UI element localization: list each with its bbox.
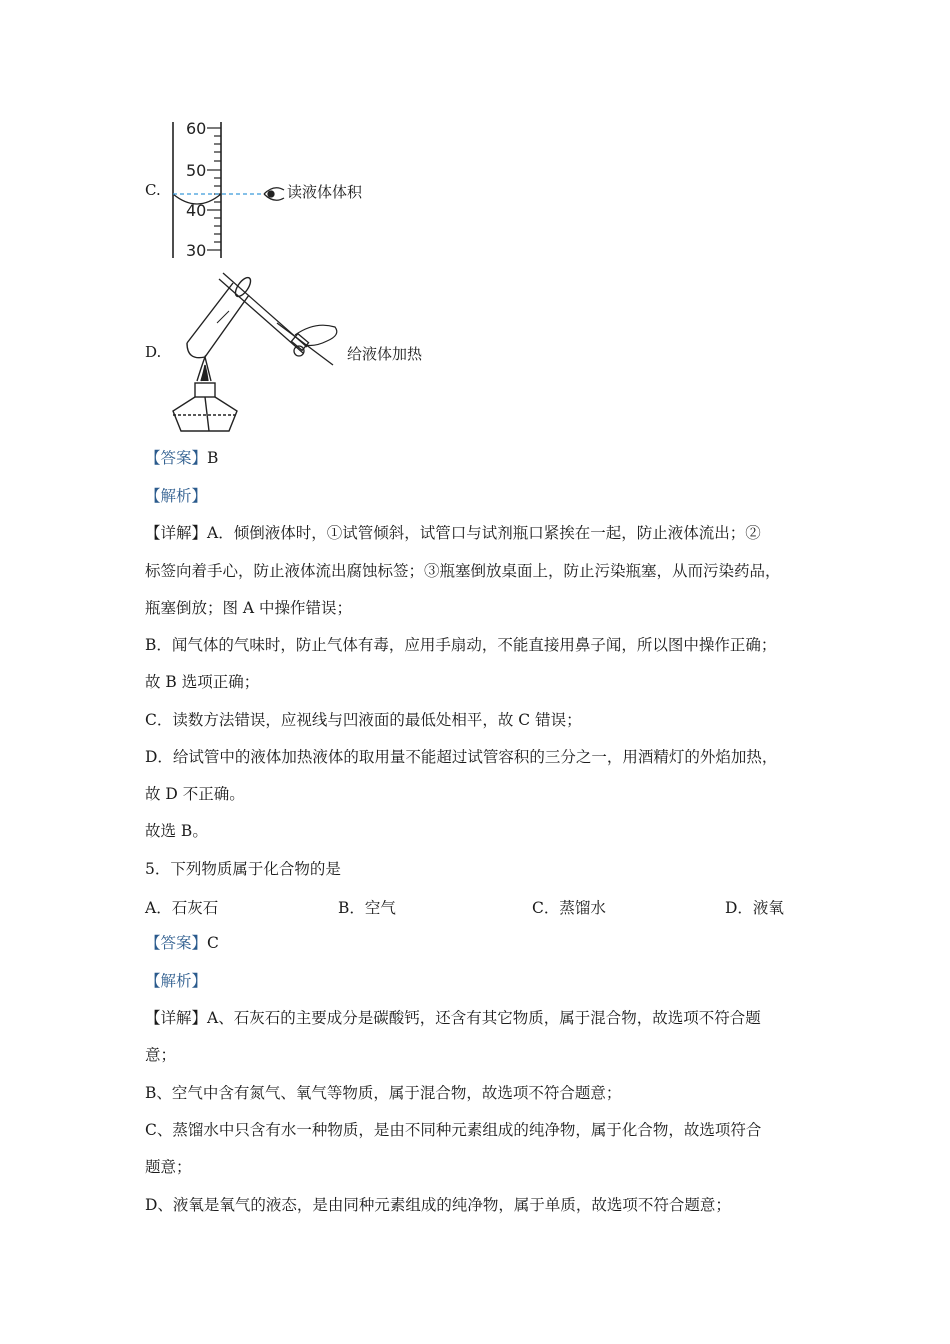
q4-answer-line: [145, 448, 810, 468]
q5-detail-a1: [145, 1008, 810, 1028]
q5-detail-tag: 【详解】: [145, 1009, 208, 1027]
q4-detail-tag: 【详解】: [145, 524, 208, 542]
tick-label-30: 30: [186, 241, 207, 260]
option-d-letter: D.: [145, 343, 162, 361]
q5-option-d: D．液氧: [725, 899, 784, 917]
alcohol-lamp: [173, 357, 237, 431]
q5-analysis-tag: 【解析】: [145, 972, 208, 990]
q5-detail-a2: 意；: [145, 1046, 177, 1064]
heating-test-tube-figure: [165, 265, 350, 437]
q5-stem: 5．下列物质属于化合物的是: [145, 860, 341, 878]
option-c-letter: C.: [145, 181, 161, 199]
q4-answer-value: B: [207, 449, 219, 467]
tick-label-60: 60: [186, 119, 207, 138]
q5-option-b: B．空气: [338, 899, 396, 917]
q4-line-b2: 故 B 选项正确；: [145, 673, 260, 691]
q5-line-c2: 题意；: [145, 1158, 192, 1176]
q5-option-c: C．蒸馏水: [532, 899, 606, 917]
figure-d-caption: 给液体加热: [347, 345, 423, 363]
q4-analysis-tag: 【解析】: [145, 487, 208, 505]
q4-line-d1: D．给试管中的液体加热液体的取用量不能超过试管容积的三分之一，用酒精灯的外焰加热，: [145, 748, 778, 766]
tick-label-40: 40: [186, 201, 207, 220]
q4-line-b1: B．闻气体的气味时，防止气体有毒，应用手扇动，不能直接用鼻子闻，所以图中操作正确；: [145, 636, 777, 654]
q5-answer-tag: 【答案】: [145, 934, 208, 952]
q5-line-b: B、空气中含有氮气、氧气等物质，属于混合物，故选项不符合题意；: [145, 1084, 622, 1102]
q4-line-c: C．读数方法错误，应视线与凹液面的最低处相平，故 C 错误；: [145, 711, 582, 729]
q4-detail-line3: 瓶塞倒放；图 A 中操作错误；: [145, 599, 353, 617]
q4-detail-line1: [145, 523, 810, 543]
q5-line-d: D、液氧是氧气的液态，是由同种元素组成的纯净物，属于单质，故选项不符合题意；: [145, 1196, 731, 1214]
liquid-surface: [217, 311, 229, 323]
test-tube: [187, 275, 253, 358]
q5-option-a: A．石灰石: [145, 899, 219, 917]
q5-answer-line: [145, 933, 810, 953]
q5-answer-value: C: [207, 934, 219, 952]
q4-detail-text1: A．倾倒液体时，①试管倾斜，试管口与试剂瓶口紧挨在一起，防止液体流出；②: [207, 524, 761, 542]
test-tube-holder: [219, 273, 333, 365]
q4-detail-line2: 标签向着手心，防止液体流出腐蚀标签；③瓶塞倒放桌面上，防止污染瓶塞，从而污染药品，: [145, 562, 781, 580]
q4-conclusion: 故选 B。: [145, 822, 208, 840]
q5-detail-a1-text: A、石灰石的主要成分是碳酸钙，还含有其它物质，属于混合物，故选项不符合题: [207, 1009, 761, 1027]
q5-line-c1: C、蒸馏水中只含有水一种物质，是由不同种元素组成的纯净物，属于化合物，故选项符合: [145, 1121, 762, 1139]
eye-icon: [264, 188, 284, 201]
figure-c-caption: 读液体体积: [287, 183, 363, 201]
q4-answer-tag: 【答案】: [145, 449, 208, 467]
tick-label-50: 50: [186, 161, 207, 180]
q4-line-d2: 故 D 不正确。: [145, 785, 245, 803]
